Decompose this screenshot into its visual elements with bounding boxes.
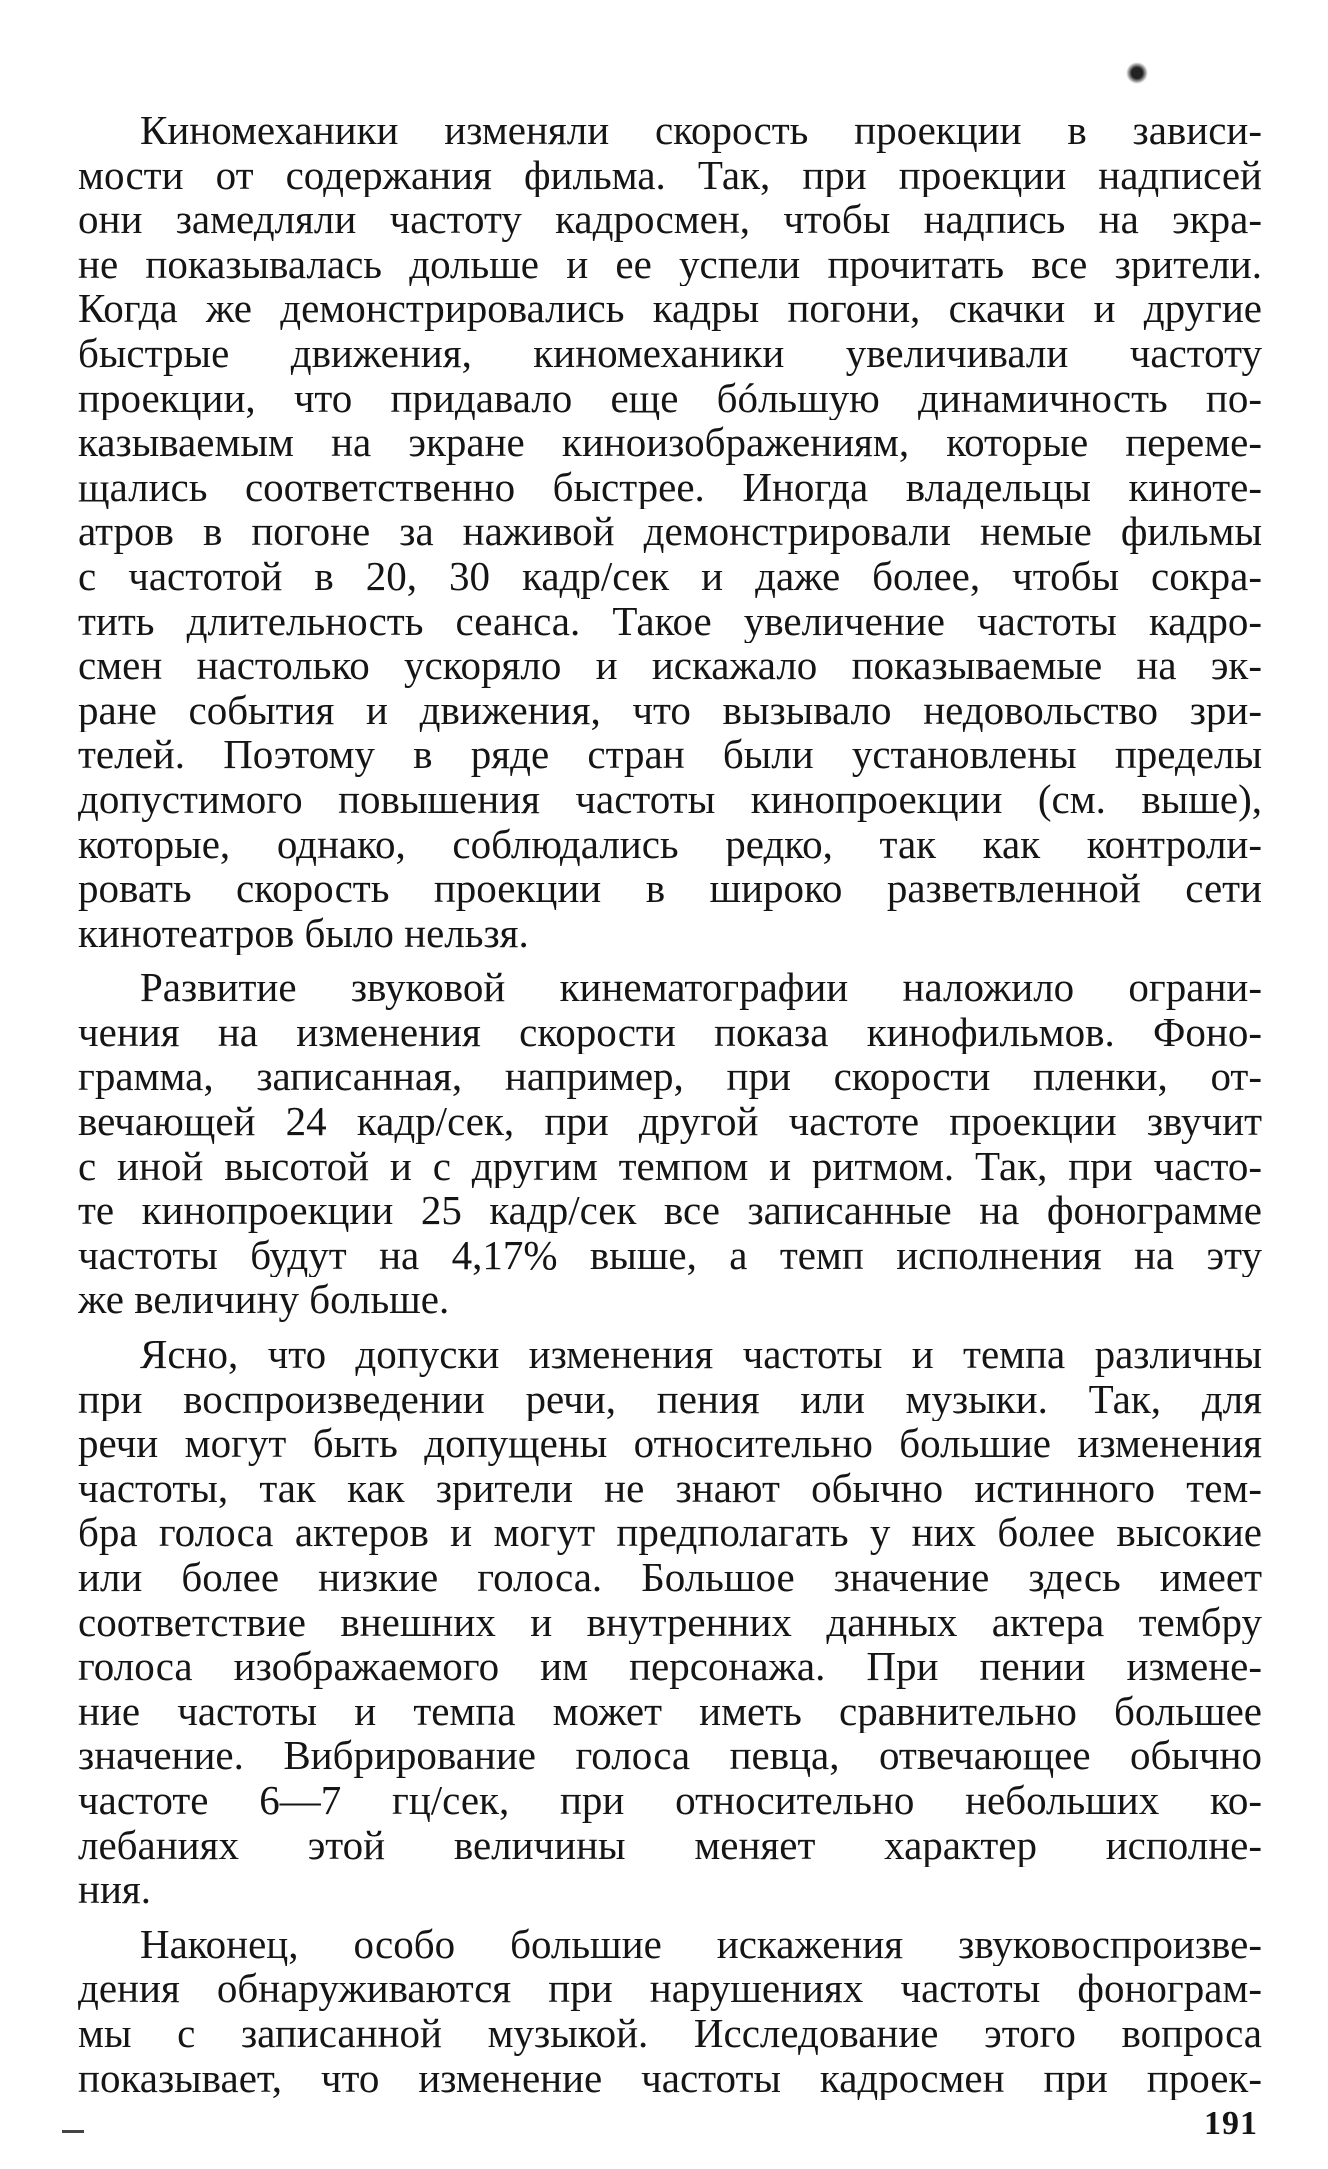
text-line: дения обнаруживаются при нарушениях частоты фонограм-	[78, 1966, 1262, 2011]
text-line: бра голоса актеров и могут предполагать у них более высокие	[78, 1510, 1262, 1555]
text-line: они замедляли частоту кадросмен, чтобы надпись на экра-	[78, 197, 1262, 242]
paragraph-3	[78, 1332, 1262, 1912]
text-line: Ясно, что допуски изменения частоты и темпа различны	[140, 1332, 1262, 1377]
text-line: значение. Вибрирование голоса певца, отвечающее обычно	[78, 1733, 1262, 1778]
text-line: грамма, записанная, например, при скорости пленки, от-	[78, 1054, 1262, 1100]
text-line: те кинопроекции 25 кадр/сек все записанные на фонограмме	[78, 1188, 1262, 1233]
text-line: частоте 6—7 гц/сек, при относительно небольших ко-	[78, 1777, 1262, 1823]
text-line: лебаниях этой величины меняет характер исполне-	[78, 1822, 1262, 1868]
text-line: которые, однако, соблюдались редко, так как контроли-	[78, 821, 1262, 867]
text-line: допустимого повышения частоты кинопроекции (см. выше),	[78, 776, 1262, 822]
paragraph-1	[78, 108, 1262, 955]
text-line: при воспроизведении речи, пения или музыки. Так, для	[78, 1376, 1262, 1422]
text-line: ровать скорость проекции в широко разветвленной сети	[78, 866, 1262, 911]
text-line: или более низкие голоса. Большое значение здесь имеет	[78, 1555, 1262, 1600]
text-line: с иной высотой и с другим темпом и ритмом. Так, при часто-	[78, 1143, 1262, 1189]
print-speck	[1126, 62, 1148, 84]
paragraph-2	[78, 965, 1262, 1322]
text-line: ние частоты и темпа может иметь сравнительно большее	[78, 1688, 1262, 1734]
text-line: щались соответственно быстрее. Иногда владельцы киноте-	[78, 464, 1262, 510]
text-line: мости от содержания фильма. Так, при проекции надписей	[78, 152, 1262, 198]
text-line: телей. Поэтому в ряде стран были установлены пределы	[78, 732, 1262, 777]
text-line: речи могут быть допущены относительно большие изменения	[78, 1421, 1262, 1466]
text-line: быстрые движения, киномеханики увеличивали частоту	[78, 330, 1262, 376]
text-line: Наконец, особо большие искажения звуковоспроизве-	[140, 1921, 1262, 1967]
text-line: ране события и движения, что вызывало недовольство зри-	[78, 687, 1262, 733]
paragraph-4	[78, 1922, 1262, 2100]
text-line: же величину больше.	[78, 1277, 450, 1323]
text-line: казываемым на экране киноизображениям, которые переме-	[78, 420, 1262, 465]
text-line: частоты будут на 4,17% выше, а темп исполнения на эту	[78, 1232, 1262, 1278]
text-line: с частотой в 20, 30 кадр/сек и даже более, чтобы сокра-	[78, 553, 1262, 599]
text-line: смен настолько ускоряло и искажало показываемые на эк-	[78, 643, 1262, 688]
text-line: вечающей 24 кадр/сек, при другой частоте проекции звучит	[78, 1099, 1262, 1144]
body-text	[78, 108, 1262, 2110]
text-line: Киномеханики изменяли скорость проекции в зависи-	[140, 108, 1262, 153]
text-line: мы с записанной музыкой. Исследование этого вопроса	[78, 2010, 1262, 2056]
text-line: проекции, что придавало еще бóльшую динамичность по-	[78, 375, 1262, 421]
page-number: 191	[1204, 2105, 1258, 2142]
text-line: тить длительность сеанса. Такое увеличение частоты кадро-	[78, 598, 1262, 644]
text-line: не показывалась дольше и ее успели прочитать все зрители.	[78, 241, 1262, 287]
text-line: чения на изменения скорости показа кинофильмов. Фоно-	[78, 1009, 1262, 1055]
text-line: ния.	[78, 1867, 151, 1912]
text-line: кинотеатров было нельзя.	[78, 910, 529, 956]
text-line: голоса изображаемого им персонажа. При пении измене-	[78, 1644, 1262, 1689]
text-line: соответствие внешних и внутренних данных актера тембру	[78, 1599, 1262, 1645]
text-line: Когда же демонстрировались кадры погони, скачки и другие	[78, 286, 1262, 331]
text-line: показывает, что изменение частоты кадросмен при проек-	[78, 2055, 1262, 2101]
print-mark	[62, 2130, 84, 2133]
text-line: Развитие звуковой кинематографии наложило ограни-	[140, 965, 1262, 1010]
text-line: частоты, так как зрители не знают обычно истинного тем-	[78, 1465, 1262, 1511]
text-line: атров в погоне за наживой демонстрировали немые фильмы	[78, 509, 1262, 554]
